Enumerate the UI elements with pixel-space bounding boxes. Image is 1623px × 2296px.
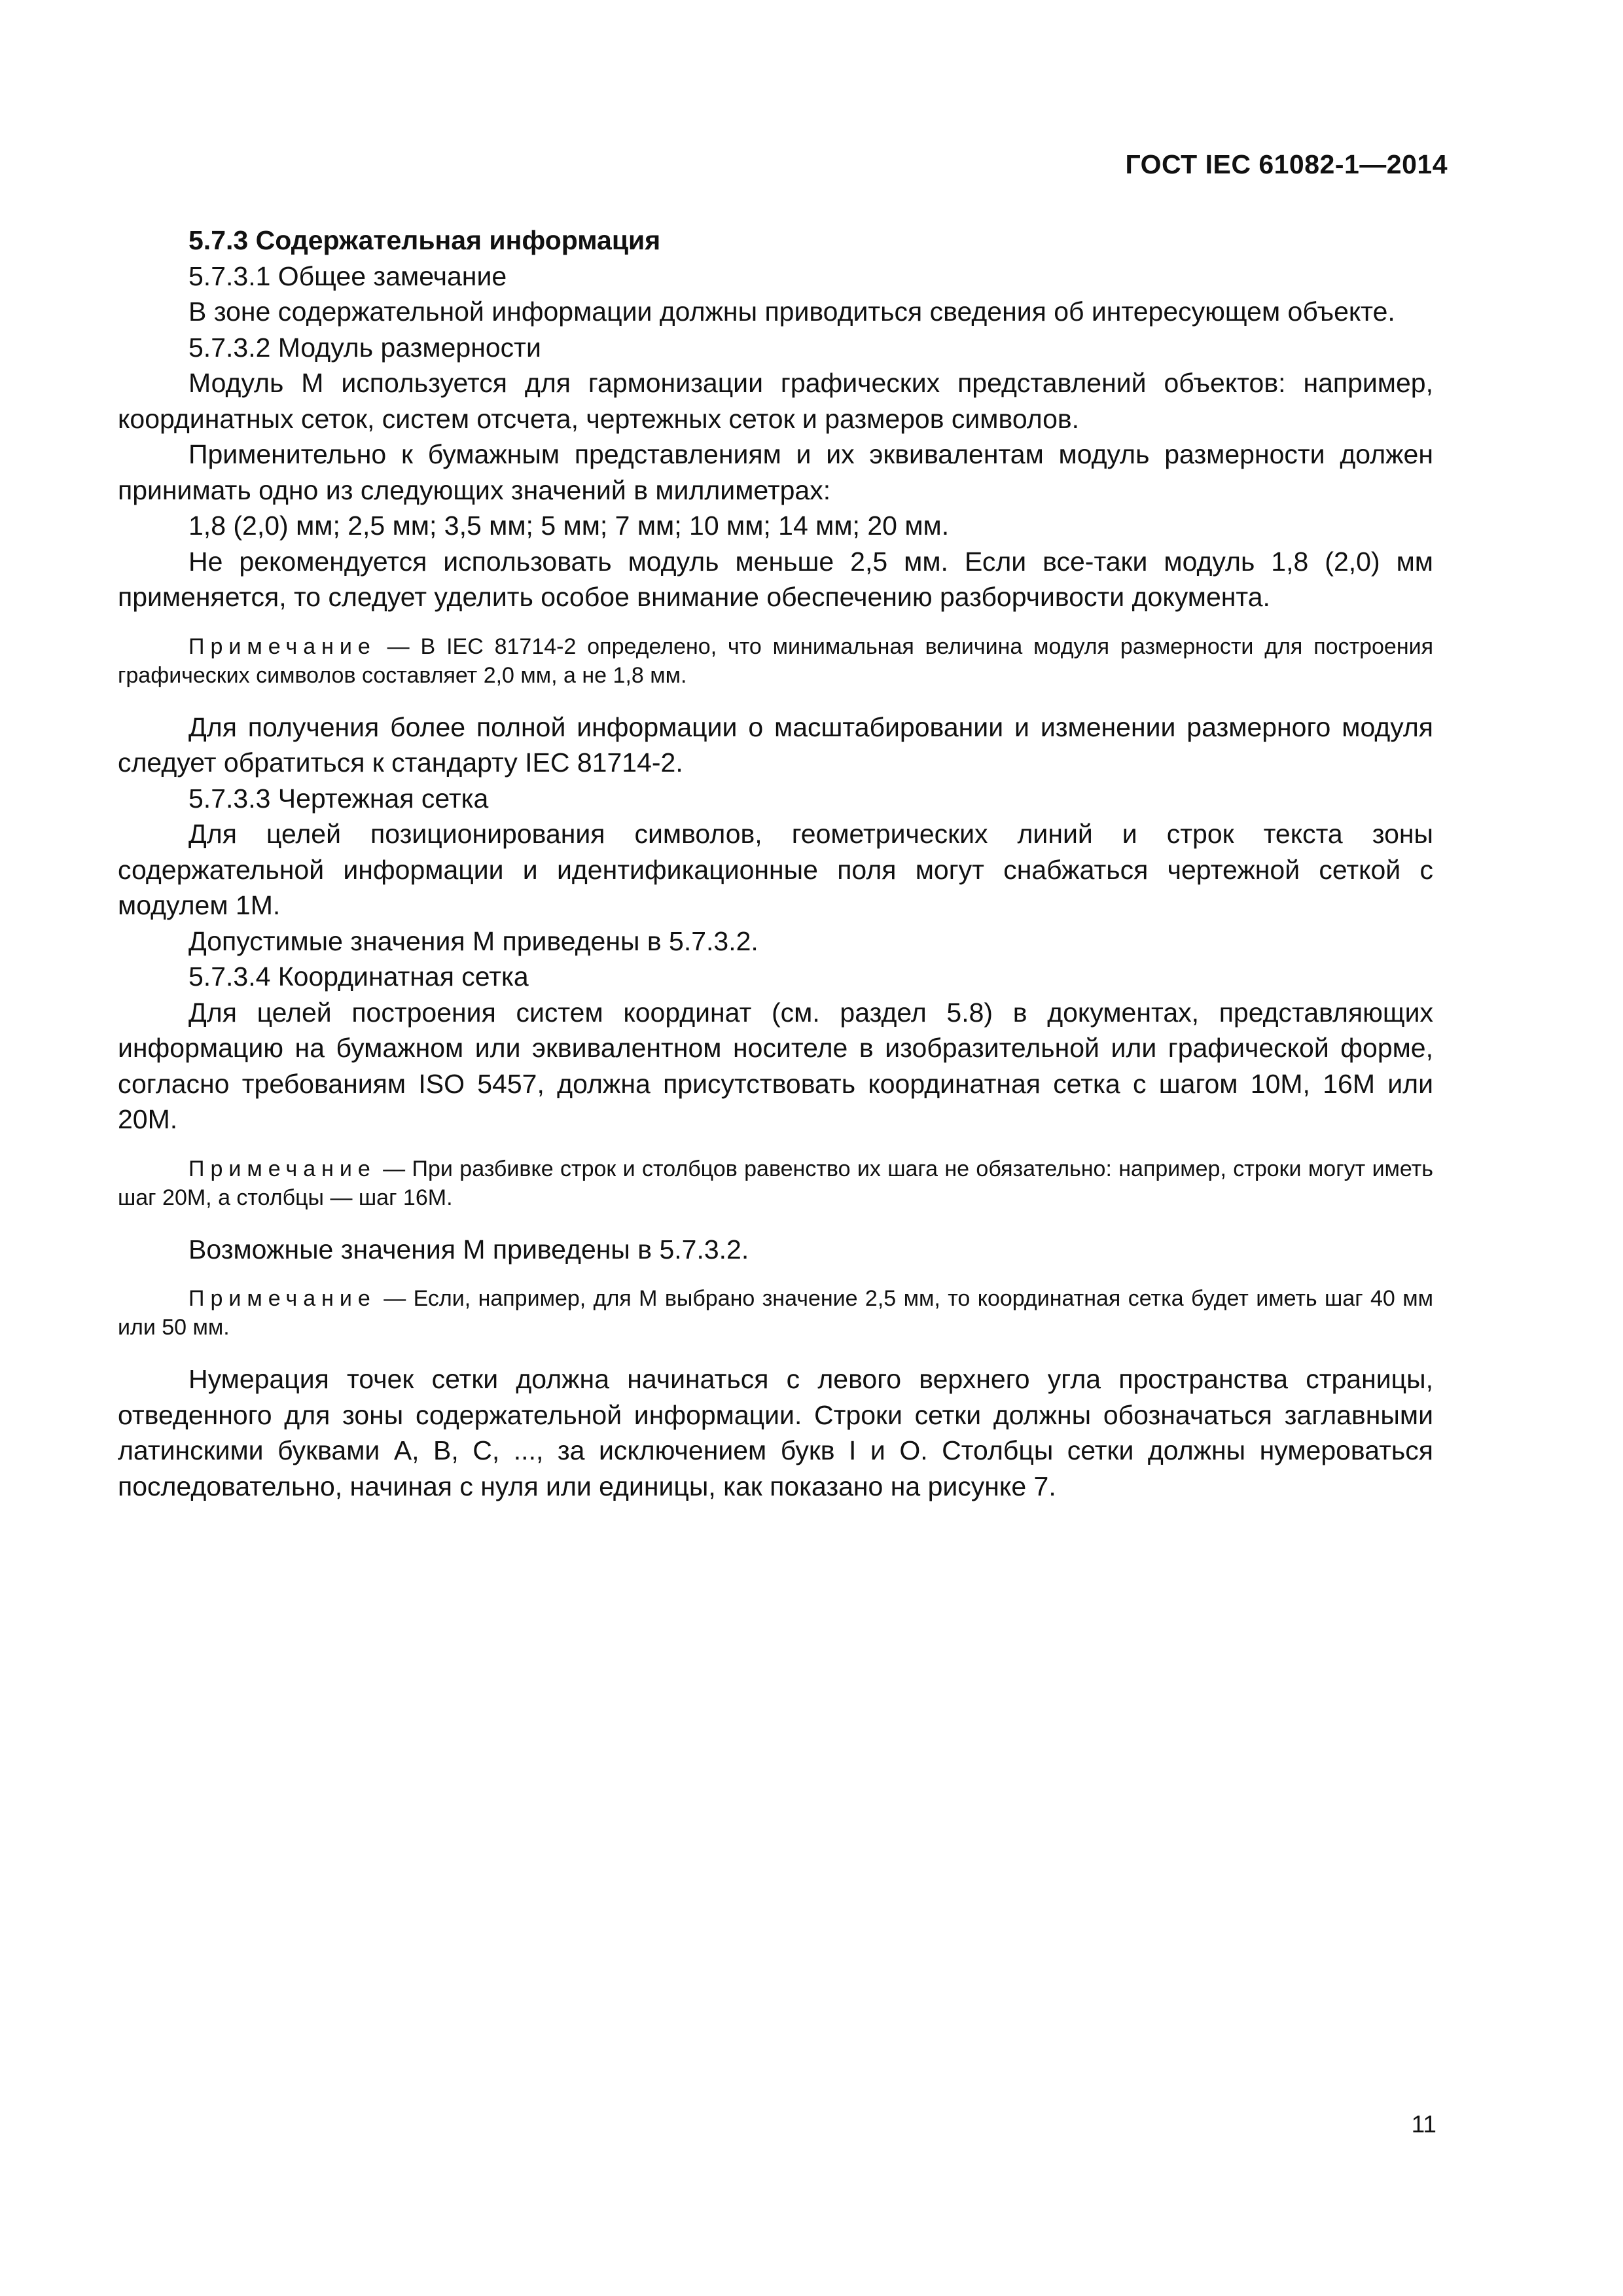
paragraph: Возможные значения М приведены в 5.7.3.2. (188, 1234, 749, 1265)
paragraph: Применительно к бумажным представлениям и их эквивалентам модуль размерности должен принимать одно из следующих значений в миллиметрах: (118, 439, 1433, 505)
page-number: 11 (1411, 2111, 1436, 2138)
paragraph: В зоне содержательной информации должны приводиться сведения об интересующем объекте. (188, 296, 1395, 327)
paragraph: Для целей построения систем координат (см. раздел 5.8) в документах, представляющих информацию на бумажном или эквивалентном носителе в изобразительной или графической форме, согласно требованиям ISO 5457, должна присутствовать координатная сетка с шагом 10М, 16М или 20М. (118, 997, 1433, 1134)
document-body (118, 223, 1433, 1504)
paragraph: Модуль М используется для гармонизации графических представлений объектов: например, координатных сеток, систем отсчета, чертежных сеток и размеров символов. (118, 368, 1433, 434)
note-label: Примечание (188, 634, 376, 659)
document-code: ГОСТ IEC 61082-1—2014 (1125, 149, 1448, 179)
section-5-7-3-title: 5.7.3 Содержательная информация (188, 225, 661, 255)
note-text: — В IEC 81714-2 определено, что минимальная величина модуля размерности для построения графических символов составляет 2,0 мм, а не 1,8 мм. (118, 634, 1433, 688)
paragraph: Допустимые значения М приведены в 5.7.3.2. (188, 925, 758, 956)
note-2 (118, 1155, 1433, 1212)
note-text: — При разбивке строк и столбцов равенство их шага не обязательно: например, строки могут иметь шаг 20М, а столбцы — шаг 16М. (118, 1156, 1433, 1210)
paragraph: Для получения более полной информации о масштабировании и изменении размерного модуля следует обратиться к стандарту IEC 81714-2. (118, 711, 1433, 778)
paragraph: Нумерация точек сетки должна начинаться с левого верхнего угла пространства страницы, отведенного для зоны содержательной информации. Строки сетки должны обозначаться заглавными латинскими буквами A, B, C, ..., за исключением букв I и O. Столбцы сетки должны нумероваться последовательно, начиная с нуля или единицы, как показано на рисунке 7. (118, 1364, 1433, 1501)
note-label: Примечание (188, 1156, 376, 1181)
note-text: — Если, например, для М выбрано значение 2,5 мм, то координатная сетка будет иметь шаг 40 мм или 50 мм. (118, 1286, 1433, 1340)
note-1 (118, 632, 1433, 690)
section-5-7-3-3-title: 5.7.3.3 Чертежная сетка (188, 783, 489, 814)
section-5-7-3-1-title: 5.7.3.1 Общее замечание (188, 260, 507, 291)
paragraph: Для целей позиционирования символов, геометрических линий и строк текста зоны содержательной информации и идентификационные поля могут снабжаться чертежной сеткой с модулем 1М. (118, 819, 1433, 920)
section-5-7-3-4-title: 5.7.3.4 Координатная сетка (188, 961, 529, 992)
note-3 (118, 1284, 1433, 1342)
paragraph: Не рекомендуется использовать модуль меньше 2,5 мм. Если все-таки модуль 1,8 (2,0) мм применяется, то следует уделить особое внимание обеспечению разборчивости документа. (118, 546, 1433, 612)
module-values: 1,8 (2,0) мм; 2,5 мм; 3,5 мм; 5 мм; 7 мм; 10 мм; 14 мм; 20 мм. (188, 511, 950, 541)
section-5-7-3-2-title: 5.7.3.2 Модуль размерности (188, 332, 541, 363)
note-label: Примечание (188, 1286, 376, 1311)
